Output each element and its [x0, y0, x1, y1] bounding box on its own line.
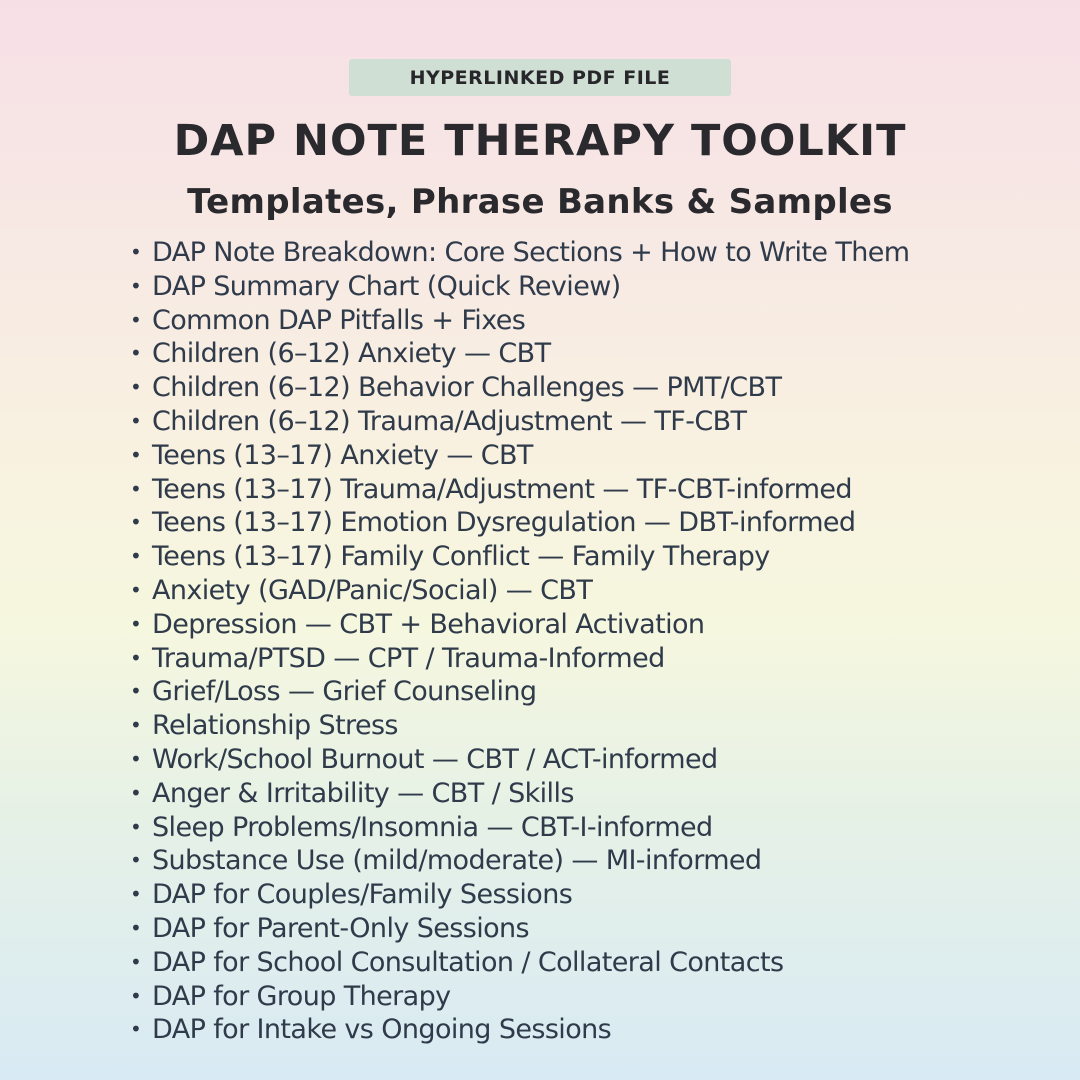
page-title: DAP NOTE THERAPY TOOLKIT — [173, 116, 907, 166]
list-item — [130, 506, 1075, 540]
list-item — [130, 777, 1075, 811]
list-item — [130, 371, 1075, 405]
bullet-icon: • — [130, 780, 142, 805]
list-item — [130, 980, 1075, 1014]
list-item — [130, 878, 1075, 912]
bullet-icon: • — [130, 240, 142, 264]
bullet-icon: • — [130, 375, 142, 400]
list-item — [130, 405, 1075, 439]
list-item — [130, 844, 1075, 878]
bullet-icon: • — [130, 273, 142, 298]
bullet-icon: • — [130, 949, 142, 974]
list-item-label: Grief/Loss — Grief Counseling — [152, 676, 537, 708]
bullet-icon: • — [130, 679, 142, 704]
page-subtitle: Templates, Phrase Banks & Samples — [187, 182, 893, 222]
bullet-icon: • — [130, 983, 142, 1008]
list-item-label: Children (6–12) Trauma/Adjustment — TF-CBT — [152, 405, 747, 437]
list-item — [130, 236, 1075, 270]
list-item — [130, 811, 1075, 845]
list-item-label: DAP for Parent-Only Sessions — [152, 912, 529, 944]
list-item — [130, 675, 1075, 709]
bullet-icon: • — [130, 713, 142, 738]
bullet-icon: • — [130, 341, 142, 366]
list-item — [130, 473, 1075, 507]
bullet-icon: • — [130, 814, 142, 839]
list-item-label: DAP for Couples/Family Sessions — [152, 879, 573, 911]
list-item-label: Work/School Burnout — CBT / ACT-informed — [152, 743, 718, 775]
contents-list — [130, 236, 1075, 1047]
list-item — [130, 337, 1075, 371]
list-item — [130, 439, 1075, 473]
list-item — [130, 304, 1075, 338]
bullet-icon: • — [130, 882, 142, 907]
bullet-icon: • — [130, 915, 142, 940]
list-item — [130, 912, 1075, 946]
list-item — [130, 743, 1075, 777]
list-item — [130, 642, 1075, 676]
list-item-label: Teens (13–17) Family Conflict — Family Therapy — [152, 541, 770, 573]
bullet-icon: • — [130, 746, 142, 771]
list-item-label: DAP Summary Chart (Quick Review) — [152, 270, 621, 302]
list-item-label: DAP for School Consultation / Collateral Contacts — [152, 946, 784, 978]
bullet-icon: • — [130, 577, 142, 602]
list-item-label: Teens (13–17) Trauma/Adjustment — TF-CBT-informed — [152, 473, 852, 505]
bullet-icon: • — [130, 848, 142, 873]
bullet-icon: • — [130, 611, 142, 636]
list-item — [130, 946, 1075, 980]
list-item — [130, 1013, 1075, 1047]
list-item-label: Teens (13–17) Anxiety — CBT — [152, 439, 533, 471]
list-item-label: DAP for Intake vs Ongoing Sessions — [152, 1014, 612, 1046]
list-item-label: Depression — CBT + Behavioral Activation — [152, 608, 705, 640]
list-item — [130, 270, 1075, 304]
bullet-icon: • — [130, 510, 142, 535]
bullet-icon: • — [130, 408, 142, 433]
list-item-label: Children (6–12) Anxiety — CBT — [152, 338, 551, 370]
list-item-label: Teens (13–17) Emotion Dysregulation — DBT-informed — [152, 507, 856, 539]
bullet-icon: • — [130, 476, 142, 501]
list-item-label: Children (6–12) Behavior Challenges — PMT/CBT — [152, 372, 782, 404]
list-item-label: Anxiety (GAD/Panic/Social) — CBT — [152, 574, 593, 606]
list-item-label: Sleep Problems/Insomnia — CBT-I-informed — [152, 811, 713, 843]
list-item-label: Relationship Stress — [152, 710, 398, 742]
list-item-label: DAP Note Breakdown: Core Sections + How to Write Them — [152, 237, 910, 268]
list-item-label: Trauma/PTSD — CPT / Trauma-Informed — [152, 642, 665, 674]
list-item — [130, 540, 1075, 574]
list-item — [130, 709, 1075, 743]
bullet-icon: • — [130, 307, 142, 332]
bullet-icon: • — [130, 1017, 142, 1042]
list-item-label: DAP for Group Therapy — [152, 980, 451, 1012]
list-item — [130, 608, 1075, 642]
list-item-label: Substance Use (mild/moderate) — MI-informed — [152, 845, 762, 877]
bullet-icon: • — [130, 442, 142, 467]
bullet-icon: • — [130, 544, 142, 569]
list-item — [130, 574, 1075, 608]
file-type-badge: HYPERLINKED PDF FILE — [349, 59, 731, 96]
list-item-label: Anger & Irritability — CBT / Skills — [152, 777, 574, 809]
bullet-icon: • — [130, 645, 142, 670]
list-item-label: Common DAP Pitfalls + Fixes — [152, 304, 526, 336]
